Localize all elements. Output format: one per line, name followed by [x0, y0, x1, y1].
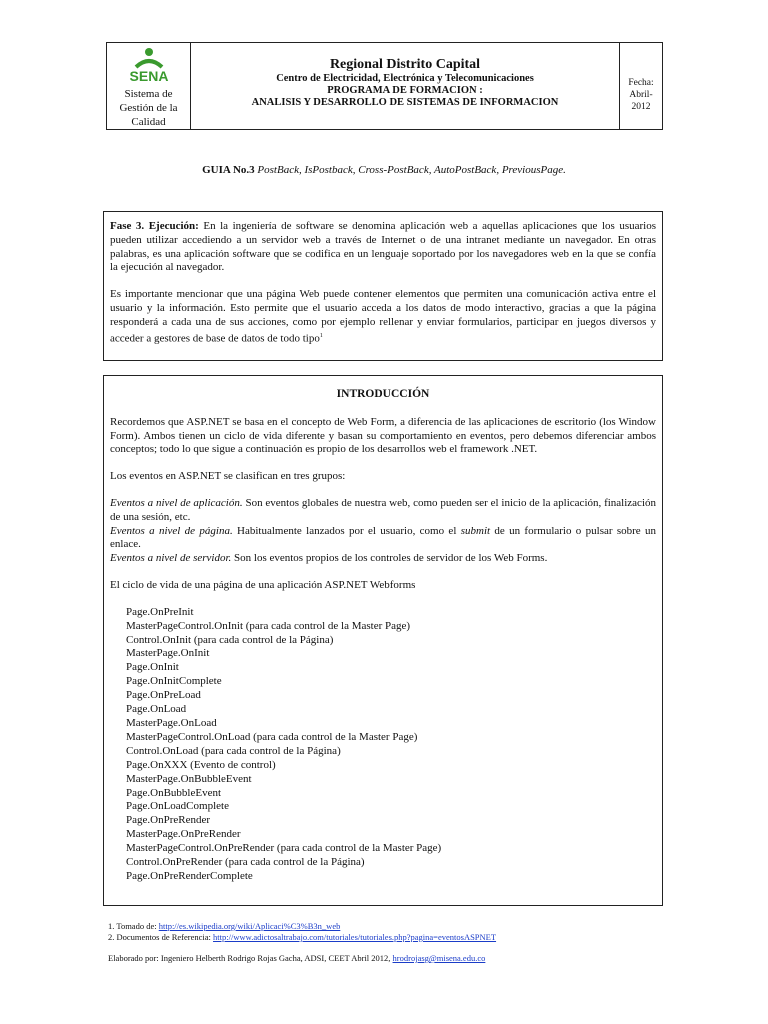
event-application	[110, 497, 656, 525]
author-line	[108, 953, 485, 963]
document-header	[106, 42, 663, 130]
lifecycle-item: Page.OnLoadComplete	[126, 800, 229, 813]
lifecycle-list	[110, 606, 656, 884]
lifecycle-item: Page.OnPreLoad	[126, 689, 201, 702]
sena-logo-icon	[118, 47, 180, 85]
event-title: Eventos a nivel de aplicación.	[110, 496, 243, 509]
program-label: PROGRAMA DE FORMACION :	[327, 85, 483, 96]
regional-title: Regional Distrito Capital	[329, 57, 481, 72]
quality-system-label	[119, 87, 177, 129]
center-name: Centro de Electricidad, Electrónica y Telecomunicaciones	[276, 73, 534, 84]
introduction-box	[103, 375, 663, 906]
logo-cell	[107, 43, 191, 129]
intro-paragraph-2: Los eventos en ASP.NET se clasifican en tres grupos:	[110, 470, 346, 483]
lifecycle-item: MasterPage.OnPreRender	[126, 828, 241, 841]
event-page	[110, 525, 656, 553]
event-title: Eventos a nivel de servidor.	[110, 552, 232, 565]
author-email-link[interactable]: hrodrojasg@misena.edu.co	[392, 953, 486, 963]
lifecycle-item: Page.OnLoad	[126, 703, 187, 716]
lifecycle-item: MasterPageControl.OnPreRender (para cada control de la Master Page)	[126, 842, 442, 855]
footnote-2-link[interactable]: http://www.adictosaltrabajo.com/tutoriales/tutoriales.php?pagina=eventosASPNET	[213, 932, 497, 942]
lifecycle-item: MasterPage.OnInit	[126, 647, 210, 660]
lifecycle-item: MasterPageControl.OnInit (para cada control de la Master Page)	[126, 619, 411, 632]
lifecycle-item: MasterPage.OnLoad	[126, 717, 217, 730]
lifecycle-item: Control.OnPreRender (para cada control de la Página)	[126, 856, 365, 869]
lifecycle-item: Page.OnPreRenderComplete	[126, 869, 253, 882]
phase-text: En la ingeniería de software se denomina aplicación web a aquellas aplicaciones que los usuarios pueden utilizar accediendo a un servidor web a través de Internet o de una intranet mediante un navegador. En otras palabras, es una aplicación software que se codifica en un lenguaje soportado por los navegadores web en la que se confía la ejecución al navegador.	[110, 220, 657, 274]
event-text: Habitualmente lanzados por el usuario, como el	[232, 524, 461, 537]
logo-text: SENA	[129, 68, 168, 84]
lifecycle-item: Page.OnInit	[126, 661, 179, 674]
footnote-1-link[interactable]: http://es.wikipedia.org/wiki/Aplicaci%C3%B3n_web	[158, 921, 341, 931]
footnote-2	[108, 932, 496, 942]
logo-sub-line: Calidad	[131, 116, 166, 128]
event-title: Eventos a nivel de página.	[110, 524, 233, 537]
phase-box	[103, 211, 663, 361]
phase-paragraph-1	[110, 220, 656, 275]
footnote-1	[108, 921, 340, 931]
header-title-cell	[191, 43, 620, 129]
lifecycle-item: Page.OnInitComplete	[126, 675, 222, 688]
guide-label: GUIA No.3	[202, 164, 255, 176]
footnote-label: 2. Documentos de Referencia:	[108, 932, 214, 942]
event-text: Son eventos globales de nuestra web, como pueden ser el inicio de la aplicación, finalización de una sesión, etc.	[110, 496, 656, 523]
logo-sub-line: Sistema de	[124, 88, 173, 100]
phase-paragraph-2	[110, 288, 656, 346]
logo-sub-line: Gestión de la	[119, 102, 178, 114]
lifecycle-item: Page.OnPreInit	[126, 605, 194, 618]
footnote-ref: 1	[319, 332, 323, 339]
lifecycle-item: MasterPage.OnBubbleEvent	[126, 772, 252, 785]
introduction-heading: INTRODUCCIÓN	[336, 388, 430, 400]
footnote-label: 1. Tomado de:	[108, 921, 159, 931]
guide-title	[0, 164, 768, 176]
date-cell	[620, 43, 662, 129]
lifecycle-item: Page.OnXXX (Evento de control)	[126, 758, 276, 771]
author-text: Elaborado por: Ingeniero Helberth Rodrigo Rojas Gacha, ADSI, CEET Abril 2012,	[108, 953, 393, 963]
date-value: Abril-2012	[629, 90, 653, 112]
lifecycle-item: Page.OnBubbleEvent	[126, 786, 222, 799]
lifecycle-item: Page.OnPreRender	[126, 814, 211, 827]
intro-paragraph-3: El ciclo de vida de una página de una aplicación ASP.NET Webforms	[110, 578, 416, 591]
program-name: ANALISIS Y DESARROLLO DE SISTEMAS DE INFORMACION	[251, 97, 559, 108]
date-label: Fecha:	[628, 78, 654, 88]
phase-label: Fase 3. Ejecución:	[110, 220, 199, 232]
event-italic: submit	[460, 524, 491, 537]
event-text: Son los eventos propios de los controles de servidor de los Web Forms.	[231, 552, 548, 565]
lifecycle-item: Control.OnInit (para cada control de la Página)	[126, 633, 334, 646]
phase-text: Es importante mencionar que una página Web puede contener elementos que permiten una comunicación activa entre el usuario y la información. Esto permite que el usuario acceda a los datos de modo interactivo, gracias a que la página responderá a cada una de sus acciones, como por ejemplo rellenar y enviar formularios, participar en juegos diversos y acceder a gestores de base de datos de todo tipo	[110, 288, 656, 345]
lifecycle-item: Control.OnLoad (para cada control de la Página)	[126, 744, 341, 757]
event-text: de un formulario o pulsar sobre un enlace.	[110, 524, 657, 551]
event-server	[110, 552, 656, 566]
guide-topics: PostBack, IsPostback, Cross-PostBack, AutoPostBack, PreviousPage.	[257, 164, 566, 176]
lifecycle-item: MasterPageControl.OnLoad (para cada control de la Master Page)	[126, 730, 418, 743]
intro-paragraph-1: Recordemos que ASP.NET se basa en el concepto de Web Form, a diferencia de las aplicaciones de escritorio (los Window Form). Ambos tienen un ciclo de vida diferente y basan su comportamiento en eventos, pero debemos diferenciar ambos conceptos; todo lo que sigue a continuación es propio de los desarrollos web el framework .NET.	[110, 415, 656, 456]
